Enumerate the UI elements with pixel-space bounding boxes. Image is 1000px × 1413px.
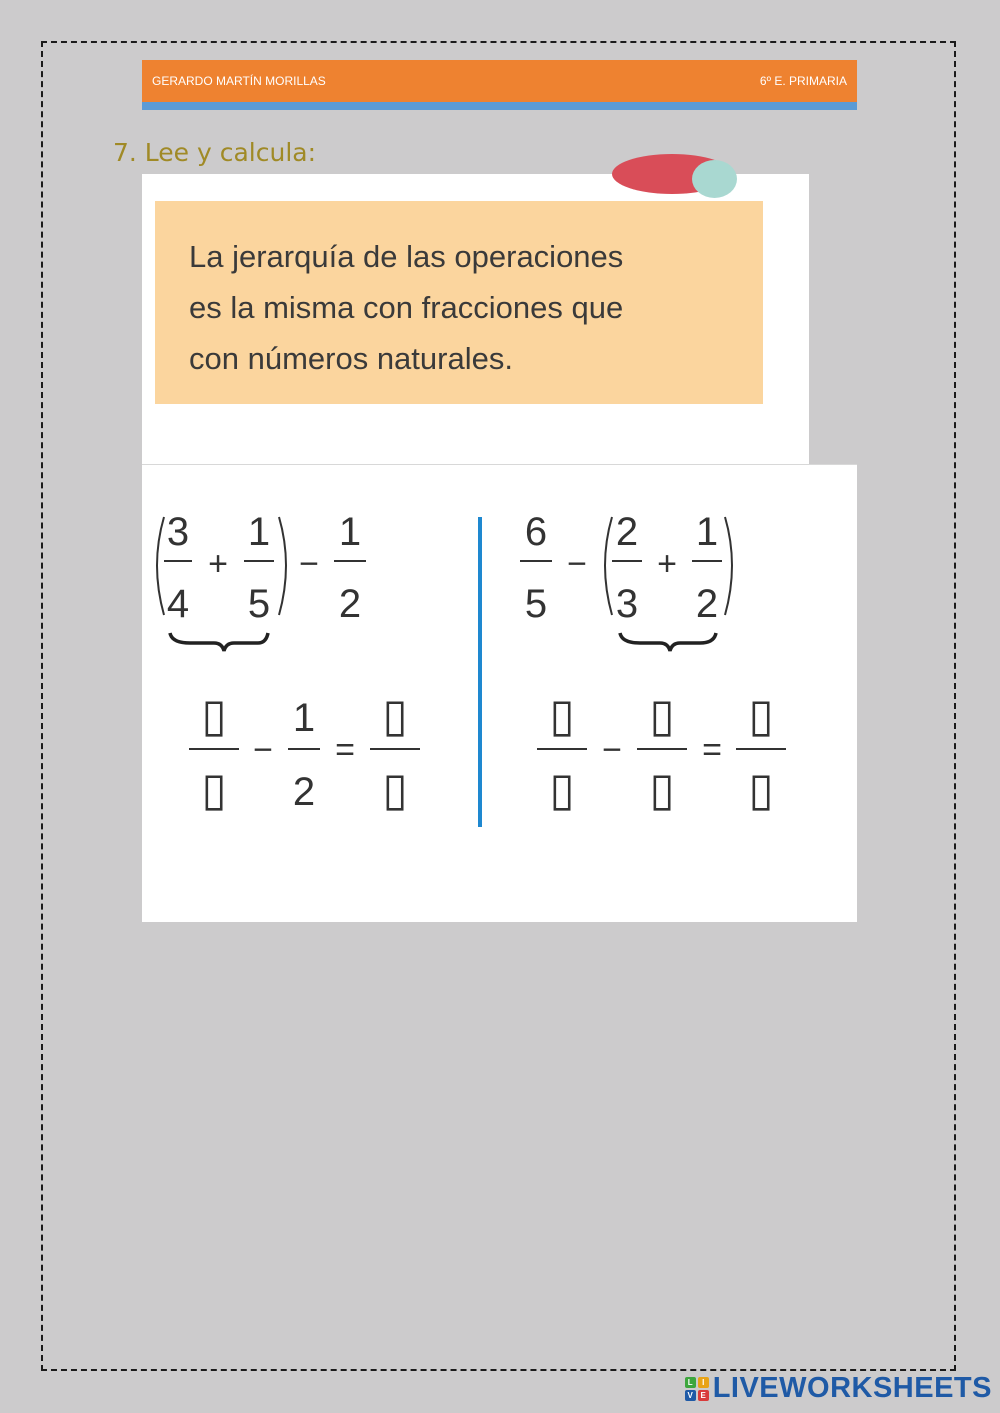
exercise-panel [142,464,857,922]
liveworksheets-logo-icon [685,1377,709,1401]
left-op2: − [299,545,319,583]
left-ans-given-num: 1 [292,696,316,740]
rule-note [155,201,763,404]
right-ans-box-1-num[interactable]: ▯ [549,689,575,741]
left-ans-op: − [253,731,273,769]
left-c-num: 1 [338,510,362,554]
right-ans-op: − [602,731,622,769]
liveworksheets-watermark [685,1372,992,1405]
header-author: GERARDO MARTÍN MORILLAS [152,74,326,88]
header-bar [142,60,857,102]
right-exercise [520,510,786,815]
logo-cell-4: E [698,1390,709,1401]
right-c-num: 1 [695,510,719,554]
right-ans-box-3-num[interactable]: ▯ [748,689,774,741]
left-a-den: 4 [166,582,190,626]
left-b-den: 5 [247,582,271,626]
note-line-1: La jerarquía de las operaciones [189,239,624,274]
right-op1: − [567,545,587,583]
logo-cell-3: V [685,1390,696,1401]
bird-wing [692,160,737,198]
exercise-math [142,465,857,923]
right-paren-open [605,517,612,615]
left-paren-close [279,517,286,615]
note-line-3: con números naturales. [189,341,513,376]
task-title: 7. Lee y calcula: [113,138,317,167]
left-c-den: 2 [338,582,362,626]
logo-cell-2: I [698,1377,709,1388]
left-ans-box-2-den[interactable]: ▯ [382,763,408,815]
right-a-den: 5 [524,582,548,626]
info-panel [142,174,809,464]
right-ans-box-1-den[interactable]: ▯ [549,763,575,815]
right-ans-box-2-den[interactable]: ▯ [649,763,675,815]
left-ans-box-1-num[interactable]: ▯ [201,689,227,741]
right-ans-box-3-den[interactable]: ▯ [748,763,774,815]
right-paren-close [725,517,732,615]
right-c-den: 2 [695,582,719,626]
left-underbrace [170,633,268,651]
right-b-den: 3 [615,582,639,626]
right-op2: + [657,545,677,583]
liveworksheets-brand: LIVEWORKSHEETS [712,1372,992,1404]
right-underbrace [620,633,716,651]
left-a-num: 3 [166,510,190,554]
header-accent-line [142,102,857,110]
left-paren-open [157,517,164,615]
right-ans-box-2-num[interactable]: ▯ [649,689,675,741]
left-op1: + [208,545,228,583]
header-grade: 6º E. PRIMARIA [759,74,847,88]
note-line-2: es la misma con fracciones que [189,290,624,325]
left-ans-eq: = [335,731,355,769]
left-ans-box-2-num[interactable]: ▯ [382,689,408,741]
right-b-num: 2 [615,510,639,554]
left-ans-box-1-den[interactable]: ▯ [201,763,227,815]
left-ans-given-den: 2 [292,770,316,814]
right-a-num: 6 [524,510,548,554]
left-b-num: 1 [247,510,271,554]
right-ans-eq: = [702,731,722,769]
logo-cell-1: L [685,1377,696,1388]
left-exercise [157,510,420,815]
